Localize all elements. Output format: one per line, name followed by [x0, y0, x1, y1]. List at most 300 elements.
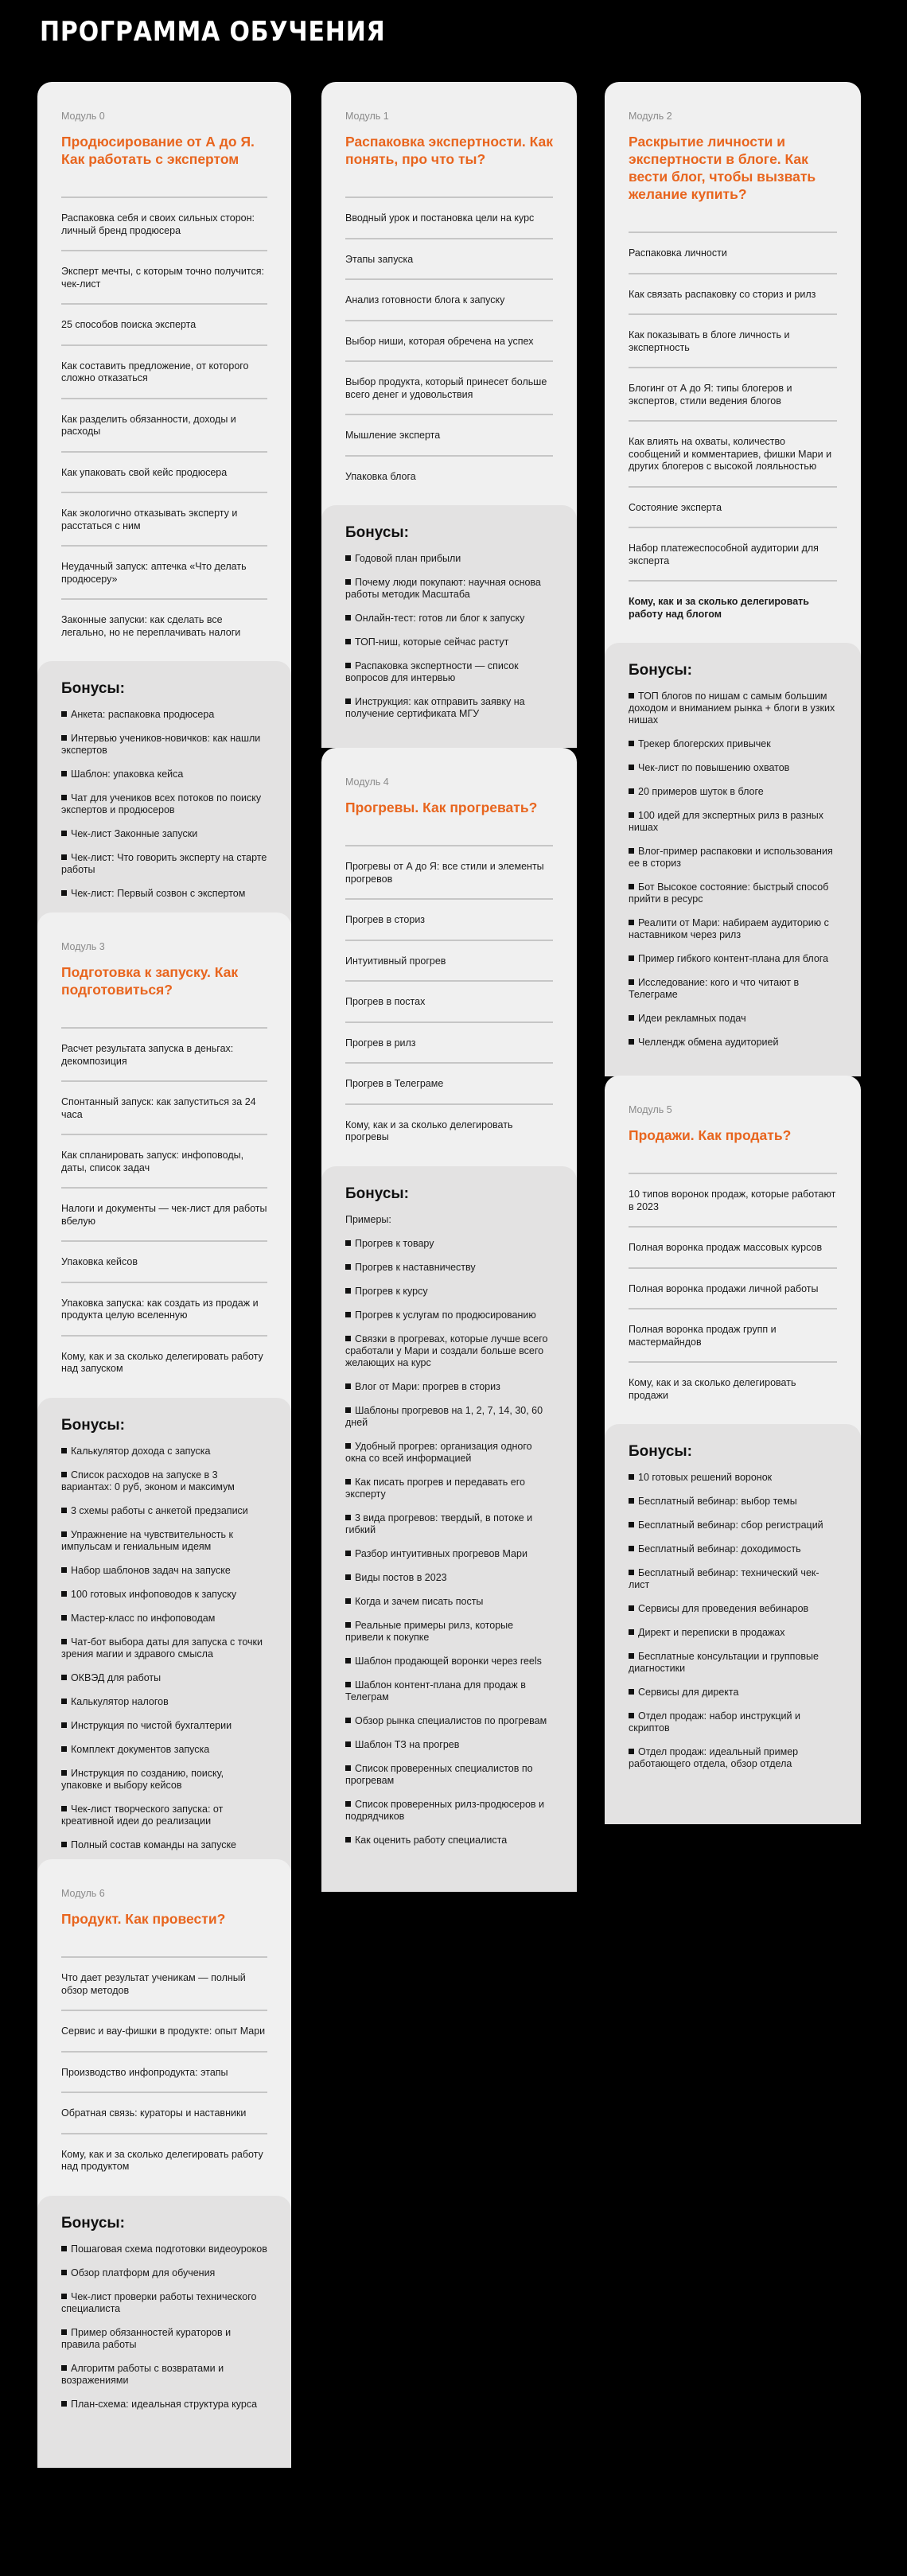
bonus-item	[61, 1804, 267, 1827]
bonus-item	[345, 696, 553, 720]
lesson-item: Вводный урок и постановка цели на курс	[345, 198, 553, 239]
module-title: Подготовка к запуску. Как подготовиться?	[61, 964, 239, 998]
bonus-text: 100 идей для экспертных рилз в разных нишах	[629, 810, 823, 833]
bonus-item	[61, 1613, 267, 1625]
bullet-square-icon	[61, 1842, 67, 1847]
bonus-text: Как писать прогрев и передавать его эксперту	[345, 1476, 525, 1500]
bonus-text: Чат для учеников всех потоков по поиску экспертов и продюсеров	[61, 792, 262, 815]
bonus-text: 3 схемы работы с анкетой предзаписи	[71, 1504, 248, 1516]
bonus-text: Сервисы для директа	[638, 1687, 739, 1698]
module-label: Модуль 3	[61, 941, 105, 952]
bonus-item	[61, 2363, 267, 2387]
bonus-item	[629, 953, 837, 965]
bonus-text: Влог от Мари: прогрев в сториз	[355, 1380, 500, 1392]
module-label: Модуль 2	[629, 111, 672, 122]
bonus-text: Обзор платформ для обучения	[71, 2267, 216, 2278]
bonus-text: Шаблон продающей воронки через reels	[355, 1655, 542, 1667]
module-card-6	[37, 1859, 291, 2468]
lesson-item: Прогрев в сториз	[345, 900, 553, 941]
lesson-item: 25 способов поиска эксперта	[61, 305, 267, 346]
lesson-item: Состояние эксперта	[629, 488, 837, 529]
bonus-item	[345, 1381, 553, 1393]
bullet-square-icon	[629, 1749, 634, 1754]
bonus-text: Годовой план прибыли	[355, 553, 461, 564]
module-label: Модуль 4	[345, 776, 389, 788]
module-title: Продукт. Как провести?	[61, 1911, 226, 1927]
bonus-item	[61, 1768, 267, 1792]
bonus-text: Шаблон контент-плана для продаж в Телеграм	[345, 1679, 526, 1702]
bonus-text: Бот Высокое состояние: быстрый способ прийти в ресурс	[629, 881, 829, 905]
bonus-panel	[605, 643, 861, 1076]
bonus-title: Бонусы:	[345, 1185, 409, 1202]
lesson-item: Эксперт мечты, с которым точно получится: чек-лист	[61, 251, 267, 305]
bullet-square-icon	[345, 1240, 351, 1246]
module-title: Продюсирование от А до Я. Как работать с экспертом	[61, 134, 255, 167]
bonus-text: Инструкция по созданию, поиску, упаковке и выбору кейсов	[61, 1767, 224, 1791]
bonus-panel	[37, 2196, 291, 2469]
lesson-item: Как спланировать запуск: инфоповоды, даты, список задач	[61, 1135, 267, 1189]
bonus-item	[61, 828, 267, 840]
bonus-text: Пошаговая схема подготовки видеоуроков	[71, 2243, 267, 2255]
bullet-square-icon	[345, 1598, 351, 1604]
bonus-text: Прогрев к наставничеству	[355, 1261, 476, 1273]
bonus-panel	[605, 1424, 861, 1824]
bullet-square-icon	[61, 771, 67, 776]
lesson-item: Как упаковать свой кейс продюсера	[61, 453, 267, 494]
bonus-item	[61, 2327, 267, 2351]
bullet-square-icon	[345, 698, 351, 704]
bullet-square-icon	[61, 2401, 67, 2407]
lesson-item: Законные запуски: как сделать все легально, но не переплачивать налоги	[61, 614, 241, 638]
bonus-text: Отдел продаж: набор инструкций и скриптов	[629, 1710, 800, 1734]
bonus-intro: Примеры:	[345, 1213, 391, 1225]
bullet-square-icon	[345, 1336, 351, 1341]
bonus-text: Исследование: кого и что читают в Телеграме	[629, 977, 800, 1000]
bullet-square-icon	[345, 1312, 351, 1317]
bullet-square-icon	[345, 579, 351, 585]
bonus-panel	[321, 505, 577, 748]
bullet-square-icon	[61, 1722, 67, 1728]
bonus-item	[345, 1333, 553, 1369]
bullet-square-icon	[629, 1546, 634, 1551]
lesson-list	[629, 1173, 837, 1414]
bullet-square-icon	[61, 1508, 67, 1513]
bonus-list	[61, 709, 267, 900]
bonus-item	[61, 709, 267, 721]
bonus-text: Прогрев к товару	[355, 1237, 434, 1249]
bonus-text: Разбор интуитивных прогревов Мари	[355, 1547, 527, 1559]
bullet-square-icon	[629, 693, 634, 698]
bullet-square-icon	[61, 1591, 67, 1597]
lesson-item: Кому, как и за сколько делегировать работу над блогом	[629, 596, 809, 620]
bonus-text: Бесплатный вебинар: выбор темы	[638, 1496, 797, 1507]
bullet-square-icon	[345, 615, 351, 621]
lesson-item: Интуитивный прогрев	[345, 941, 553, 983]
bonus-item	[345, 1238, 553, 1250]
bonus-text: Обзор рынка специалистов по прогревам	[355, 1714, 547, 1726]
lesson-item: Распаковка себя и своих сильных сторон: личный бренд продюсера	[61, 198, 267, 251]
bonus-item	[61, 1446, 267, 1457]
bonus-text: 100 готовых инфоповодов к запуску	[71, 1588, 237, 1600]
bonus-item	[629, 738, 837, 750]
bullet-square-icon	[345, 1515, 351, 1520]
bullet-square-icon	[629, 741, 634, 746]
bonus-item	[629, 1543, 837, 1555]
bullet-square-icon	[629, 1629, 634, 1635]
bullet-square-icon	[345, 1574, 351, 1580]
bonus-text: Как оценить работу специалиста	[355, 1834, 508, 1846]
bonus-text: Пример обязанностей кураторов и правила работы	[61, 2326, 232, 2350]
bonus-text: 20 примеров шуток в блоге	[638, 786, 764, 797]
bullet-square-icon	[61, 1675, 67, 1680]
bonus-item	[629, 1603, 837, 1615]
lesson-item: Прогрев в постах	[345, 982, 553, 1023]
module-card-0	[37, 82, 291, 899]
bonus-title: Бонусы:	[629, 1443, 692, 1460]
bullet-square-icon	[345, 1622, 351, 1628]
bonus-item	[345, 1309, 553, 1321]
bonus-item	[61, 2399, 267, 2411]
bonus-text: Калькулятор налогов	[71, 1695, 169, 1707]
bonus-item	[629, 1520, 837, 1531]
bonus-text: Чек-лист творческого запуска: от креативной идеи до реализации	[61, 1803, 224, 1827]
bonus-text: Прогрев к услугам по продюсированию	[355, 1309, 536, 1321]
bullet-square-icon	[345, 1479, 351, 1485]
bonus-item	[61, 2243, 267, 2255]
bonus-text: Когда и зачем писать посты	[355, 1595, 484, 1607]
bullet-square-icon	[629, 884, 634, 889]
bonus-text: Трекер блогерских привычек	[638, 738, 771, 749]
bullet-square-icon	[61, 1639, 67, 1644]
module-header	[37, 1859, 291, 2186]
bullet-square-icon	[61, 735, 67, 741]
bullet-square-icon	[61, 890, 67, 896]
bonus-text: Почему люди покупают: научная основа работы методик Масштаба	[345, 577, 541, 600]
module-label: Модуль 6	[61, 1888, 105, 1899]
bullet-square-icon	[61, 1448, 67, 1453]
bonus-text: Реальные примеры рилз, которые привели к покупке	[345, 1619, 514, 1643]
bonus-title: Бонусы:	[345, 524, 409, 541]
bonus-item	[61, 1744, 267, 1756]
lesson-list	[629, 232, 837, 633]
bonus-title: Бонусы:	[629, 662, 692, 679]
bonus-item	[629, 1687, 837, 1699]
lesson-list	[61, 1027, 267, 1388]
bullet-square-icon	[629, 979, 634, 985]
bullet-square-icon	[345, 1765, 351, 1771]
bonus-item	[61, 1720, 267, 1732]
page-title: ПРОГРАММА ОБУЧЕНИЯ	[40, 16, 386, 48]
bonus-item	[61, 2267, 267, 2279]
bonus-item	[345, 553, 553, 565]
bullet-square-icon	[345, 1682, 351, 1687]
bonus-list	[629, 691, 837, 1049]
bonus-item	[345, 1441, 553, 1465]
lesson-item: Как разделить обязанности, доходы и расходы	[61, 399, 267, 453]
bonus-item	[61, 1565, 267, 1577]
bonus-item	[629, 1710, 837, 1734]
bullet-square-icon	[61, 795, 67, 800]
lesson-item: Упаковка кейсов	[61, 1242, 267, 1283]
bonus-item	[345, 636, 553, 648]
bonus-item	[61, 2291, 267, 2315]
bullet-square-icon	[61, 1567, 67, 1573]
bonus-item	[345, 1512, 553, 1536]
bonus-text: Анкета: распаковка продюсера	[71, 709, 215, 720]
lesson-item: Как влиять на охваты, количество сообщений и комментариев, фишки Мари и других блогеров с высокой лояльностью	[629, 422, 837, 488]
bullet-square-icon	[629, 1522, 634, 1527]
lesson-item: Неудачный запуск: аптечка «Что делать продюсеру»	[61, 547, 267, 600]
bonus-item	[629, 1651, 837, 1675]
lesson-item: Производство инфопродукта: этапы	[61, 2053, 267, 2094]
bullet-square-icon	[345, 663, 351, 668]
bonus-text: Отдел продаж: идеальный пример работающего отдела, обзор отдела	[629, 1746, 799, 1769]
bonus-item	[345, 1286, 553, 1298]
bonus-text: Бесплатный вебинар: сбор регистраций	[638, 1520, 823, 1531]
bonus-item	[61, 1469, 267, 1493]
bonus-text: Алгоритм работы с возвратами и возражениями	[61, 2362, 224, 2386]
bonus-item	[345, 1620, 553, 1644]
bullet-square-icon	[61, 831, 67, 836]
module-header	[321, 748, 577, 1157]
bonus-text: Интервью учеников-новичков: как нашли экспертов	[61, 733, 261, 756]
lesson-item: 10 типов воронок продаж, которые работают в 2023	[629, 1174, 837, 1228]
bullet-square-icon	[61, 2246, 67, 2251]
bullet-square-icon	[345, 1264, 351, 1270]
lesson-item: Как показывать в блоге личность и экспертность	[629, 315, 837, 368]
bonus-list	[61, 1446, 267, 1887]
bonus-text: ТОП блогов по нишам с самым большим доходом и вниманием рынка + блоги в узких нишах	[629, 691, 835, 726]
bonus-text: Чек-лист по повышению охватов	[638, 762, 790, 773]
bullet-square-icon	[61, 2329, 67, 2335]
bonus-text: Список расходов на запуске в 3 вариантах: 0 руб, эконом и максимум	[61, 1469, 235, 1492]
bullet-square-icon	[629, 955, 634, 961]
lesson-item: Выбор продукта, который принесет больше всего денег и удовольствия	[345, 362, 553, 415]
bullet-square-icon	[61, 2365, 67, 2371]
bullet-square-icon	[629, 1713, 634, 1718]
bonus-text: Бесплатный вебинар: доходимость	[638, 1543, 801, 1555]
bonus-text: Связки в прогревах, которые лучше всего сработали у Мари и создали больше всего желающих на курс	[345, 1333, 548, 1368]
module-title: Прогревы. Как прогревать?	[345, 800, 538, 815]
bonus-text: Директ и переписки в продажах	[638, 1627, 785, 1638]
bonus-text: 10 готовых решений воронок	[638, 1472, 773, 1483]
bonus-text: План-схема: идеальная структура курса	[71, 2398, 258, 2410]
bonus-item	[345, 577, 553, 601]
bonus-panel	[37, 661, 291, 928]
bullet-square-icon	[345, 1551, 351, 1556]
lesson-item: Как составить предложение, от которого сложно отказаться	[61, 346, 267, 399]
bonus-item	[345, 1799, 553, 1823]
bonus-text: Комплект документов запуска	[71, 1743, 210, 1755]
bonus-item	[345, 1715, 553, 1727]
bullet-square-icon	[629, 1605, 634, 1611]
lesson-item: Выбор ниши, которая обречена на успех	[345, 321, 553, 363]
lesson-item: Анализ готовности блога к запуску	[345, 280, 553, 321]
module-card-3	[37, 912, 291, 1850]
bonus-item	[61, 1505, 267, 1517]
bonus-item	[629, 1567, 837, 1591]
bonus-item	[629, 1013, 837, 1025]
bonus-item	[629, 691, 837, 726]
bonus-item	[61, 1636, 267, 1660]
bonus-item	[61, 1696, 267, 1708]
bonus-text: Шаблоны прогревов на 1, 2, 7, 14, 30, 60 дней	[345, 1404, 543, 1428]
bonus-text: Распаковка экспертности — список вопросов для интервью	[345, 660, 519, 683]
bonus-text: Сервисы для проведения вебинаров	[638, 1603, 809, 1614]
bonus-item	[61, 1672, 267, 1684]
bonus-text: Инструкция: как отправить заявку на получение сертификата МГУ	[345, 696, 525, 719]
bonus-text: Чек-лист Законные запуски	[71, 828, 198, 839]
lesson-item: Кому, как и за сколько делегировать работу над запуском	[61, 1350, 263, 1374]
bonus-list	[345, 1238, 553, 1846]
bonus-item	[629, 786, 837, 798]
bullet-square-icon	[61, 711, 67, 717]
bonus-item	[629, 881, 837, 905]
bonus-item	[345, 1679, 553, 1703]
bonus-text: Полный состав команды на запуске	[71, 1839, 237, 1850]
bullet-square-icon	[629, 1498, 634, 1504]
lesson-list	[61, 1956, 267, 2186]
bonus-text: Калькулятор дохода с запуска	[71, 1445, 211, 1457]
bonus-item	[629, 917, 837, 941]
bonus-text: ТОП-ниш, которые сейчас растут	[355, 636, 509, 648]
lesson-item: Полная воронка продаж групп и мастермайндов	[629, 1309, 837, 1363]
bullet-square-icon	[345, 1407, 351, 1413]
module-header	[37, 912, 291, 1388]
bonus-item	[345, 660, 553, 684]
bonus-item	[345, 1835, 553, 1846]
bonus-list	[629, 1472, 837, 1770]
module-card-1	[321, 82, 577, 719]
module-header	[605, 1076, 861, 1414]
bonus-text: Влог-пример распаковки и использования ее в сториз	[629, 846, 833, 869]
bullet-square-icon	[629, 1474, 634, 1480]
bonus-item	[345, 1596, 553, 1608]
bullet-square-icon	[61, 1699, 67, 1704]
bonus-list	[61, 2243, 267, 2411]
lesson-item: Этапы запуска	[345, 239, 553, 281]
bullet-square-icon	[345, 1288, 351, 1294]
lesson-list	[61, 197, 267, 652]
lesson-item: Блогинг от А до Я: типы блогеров и экспертов, стили ведения блогов	[629, 368, 837, 422]
lesson-list	[345, 197, 553, 496]
lesson-item: Кому, как и за сколько делегировать прогревы	[345, 1119, 513, 1142]
lesson-item: Кому, как и за сколько делегировать работу над продуктом	[61, 2148, 263, 2172]
bullet-square-icon	[629, 1653, 634, 1659]
bonus-text: Онлайн-тест: готов ли блог к запуску	[355, 613, 525, 624]
module-header	[605, 82, 861, 633]
bonus-text: Список проверенных специалистов по прогревам	[345, 1762, 533, 1786]
module-header	[321, 82, 577, 496]
bullet-square-icon	[629, 812, 634, 818]
bonus-item	[61, 888, 267, 900]
module-label: Модуль 0	[61, 111, 105, 122]
bonus-text: ОКВЭД для работы	[71, 1671, 162, 1683]
bonus-text: 3 вида прогревов: твердый, в потоке и гибкий	[345, 1512, 533, 1535]
bullet-square-icon	[61, 1615, 67, 1621]
bullet-square-icon	[61, 1770, 67, 1776]
bullet-square-icon	[61, 1531, 67, 1537]
lesson-item: Как экологично отказывать эксперту и расстаться с ним	[61, 493, 267, 547]
lesson-item: Прогрев в рилз	[345, 1023, 553, 1064]
module-title: Раскрытие личности и экспертности в блоге. Как вести блог, чтобы вызвать желание купить?	[629, 134, 816, 202]
lesson-item: Прогрев в Телеграме	[345, 1064, 553, 1105]
bonus-text: Набор шаблонов задач на запуске	[71, 1564, 231, 1576]
bonus-item	[629, 846, 837, 870]
bullet-square-icon	[61, 1472, 67, 1477]
bonus-text: Реалити от Мари: набираем аудиторию с наставником через рилз	[629, 917, 829, 940]
bonus-item	[61, 1589, 267, 1601]
bonus-item	[345, 1477, 553, 1500]
bonus-title: Бонусы:	[61, 680, 125, 697]
module-label: Модуль 5	[629, 1104, 672, 1115]
lesson-item: Что дает результат ученикам — полный обзор методов	[61, 1958, 267, 2011]
bonus-item	[61, 733, 267, 757]
bonus-item	[629, 1037, 837, 1049]
lesson-item: Сервис и вау-фишки в продукте: опыт Мари	[61, 2011, 267, 2053]
bonus-text: Чек-лист проверки работы технического специалиста	[61, 2290, 257, 2314]
bonus-item	[345, 1572, 553, 1584]
bonus-item	[61, 769, 267, 780]
bullet-square-icon	[345, 1443, 351, 1449]
bullet-square-icon	[629, 920, 634, 925]
bonus-item	[61, 792, 267, 816]
bonus-item	[61, 1529, 267, 1553]
bonus-text: Идеи рекламных подач	[638, 1013, 746, 1024]
bonus-item	[61, 852, 267, 876]
bullet-square-icon	[345, 1741, 351, 1747]
bonus-text: Чек-лист: Первый созвон с экспертом	[71, 888, 246, 899]
bonus-text: Чек-лист: Что говорить эксперту на старте работы	[61, 852, 267, 875]
bonus-item	[629, 1496, 837, 1508]
lesson-item: Мышление эксперта	[345, 415, 553, 457]
bullet-square-icon	[629, 788, 634, 794]
bullet-square-icon	[61, 854, 67, 860]
bonus-item	[345, 1405, 553, 1429]
bonus-text: Прогрев к курсу	[355, 1285, 428, 1297]
lesson-list	[345, 845, 553, 1157]
module-card-5	[605, 1076, 861, 1824]
lesson-item: Как связать распаковку со сториз и рилз	[629, 274, 837, 316]
lesson-item: Спонтанный запуск: как запуститься за 24 часа	[61, 1082, 267, 1135]
bonus-item	[345, 1656, 553, 1667]
lesson-item: Полная воронка продаж массовых курсов	[629, 1228, 837, 1269]
lesson-item: Прогревы от А до Я: все стили и элементы прогревов	[345, 846, 553, 900]
bullet-square-icon	[345, 1658, 351, 1664]
bonus-item	[345, 1763, 553, 1787]
bonus-text: Виды постов в 2023	[355, 1571, 447, 1583]
lesson-item: Набор платежеспособной аудитории для эксперта	[629, 528, 837, 582]
bullet-square-icon	[61, 1746, 67, 1752]
lesson-item: Распаковка личности	[629, 233, 837, 274]
bullet-square-icon	[345, 1383, 351, 1389]
bonus-title: Бонусы:	[61, 1416, 125, 1434]
lesson-item: Кому, как и за сколько делегировать продажи	[629, 1377, 796, 1401]
bonus-title: Бонусы:	[61, 2214, 125, 2232]
bullet-square-icon	[345, 1801, 351, 1807]
lesson-item: Расчет результата запуска в деньгах: декомпозиция	[61, 1029, 267, 1082]
lesson-item: Налоги и документы — чек-лист для работы вбелую	[61, 1189, 267, 1242]
bonus-text: Упражнение на чувствительность к импульсам и гениальным идеям	[61, 1528, 233, 1552]
bullet-square-icon	[345, 639, 351, 644]
bullet-square-icon	[629, 765, 634, 770]
bonus-text: Список проверенных рилз-продюсеров и подрядчиков	[345, 1798, 544, 1822]
bullet-square-icon	[629, 1015, 634, 1021]
bonus-text: Пример гибкого контент-плана для блога	[638, 953, 829, 964]
bonus-item	[629, 762, 837, 774]
bullet-square-icon	[345, 1837, 351, 1843]
bullet-square-icon	[629, 848, 634, 854]
